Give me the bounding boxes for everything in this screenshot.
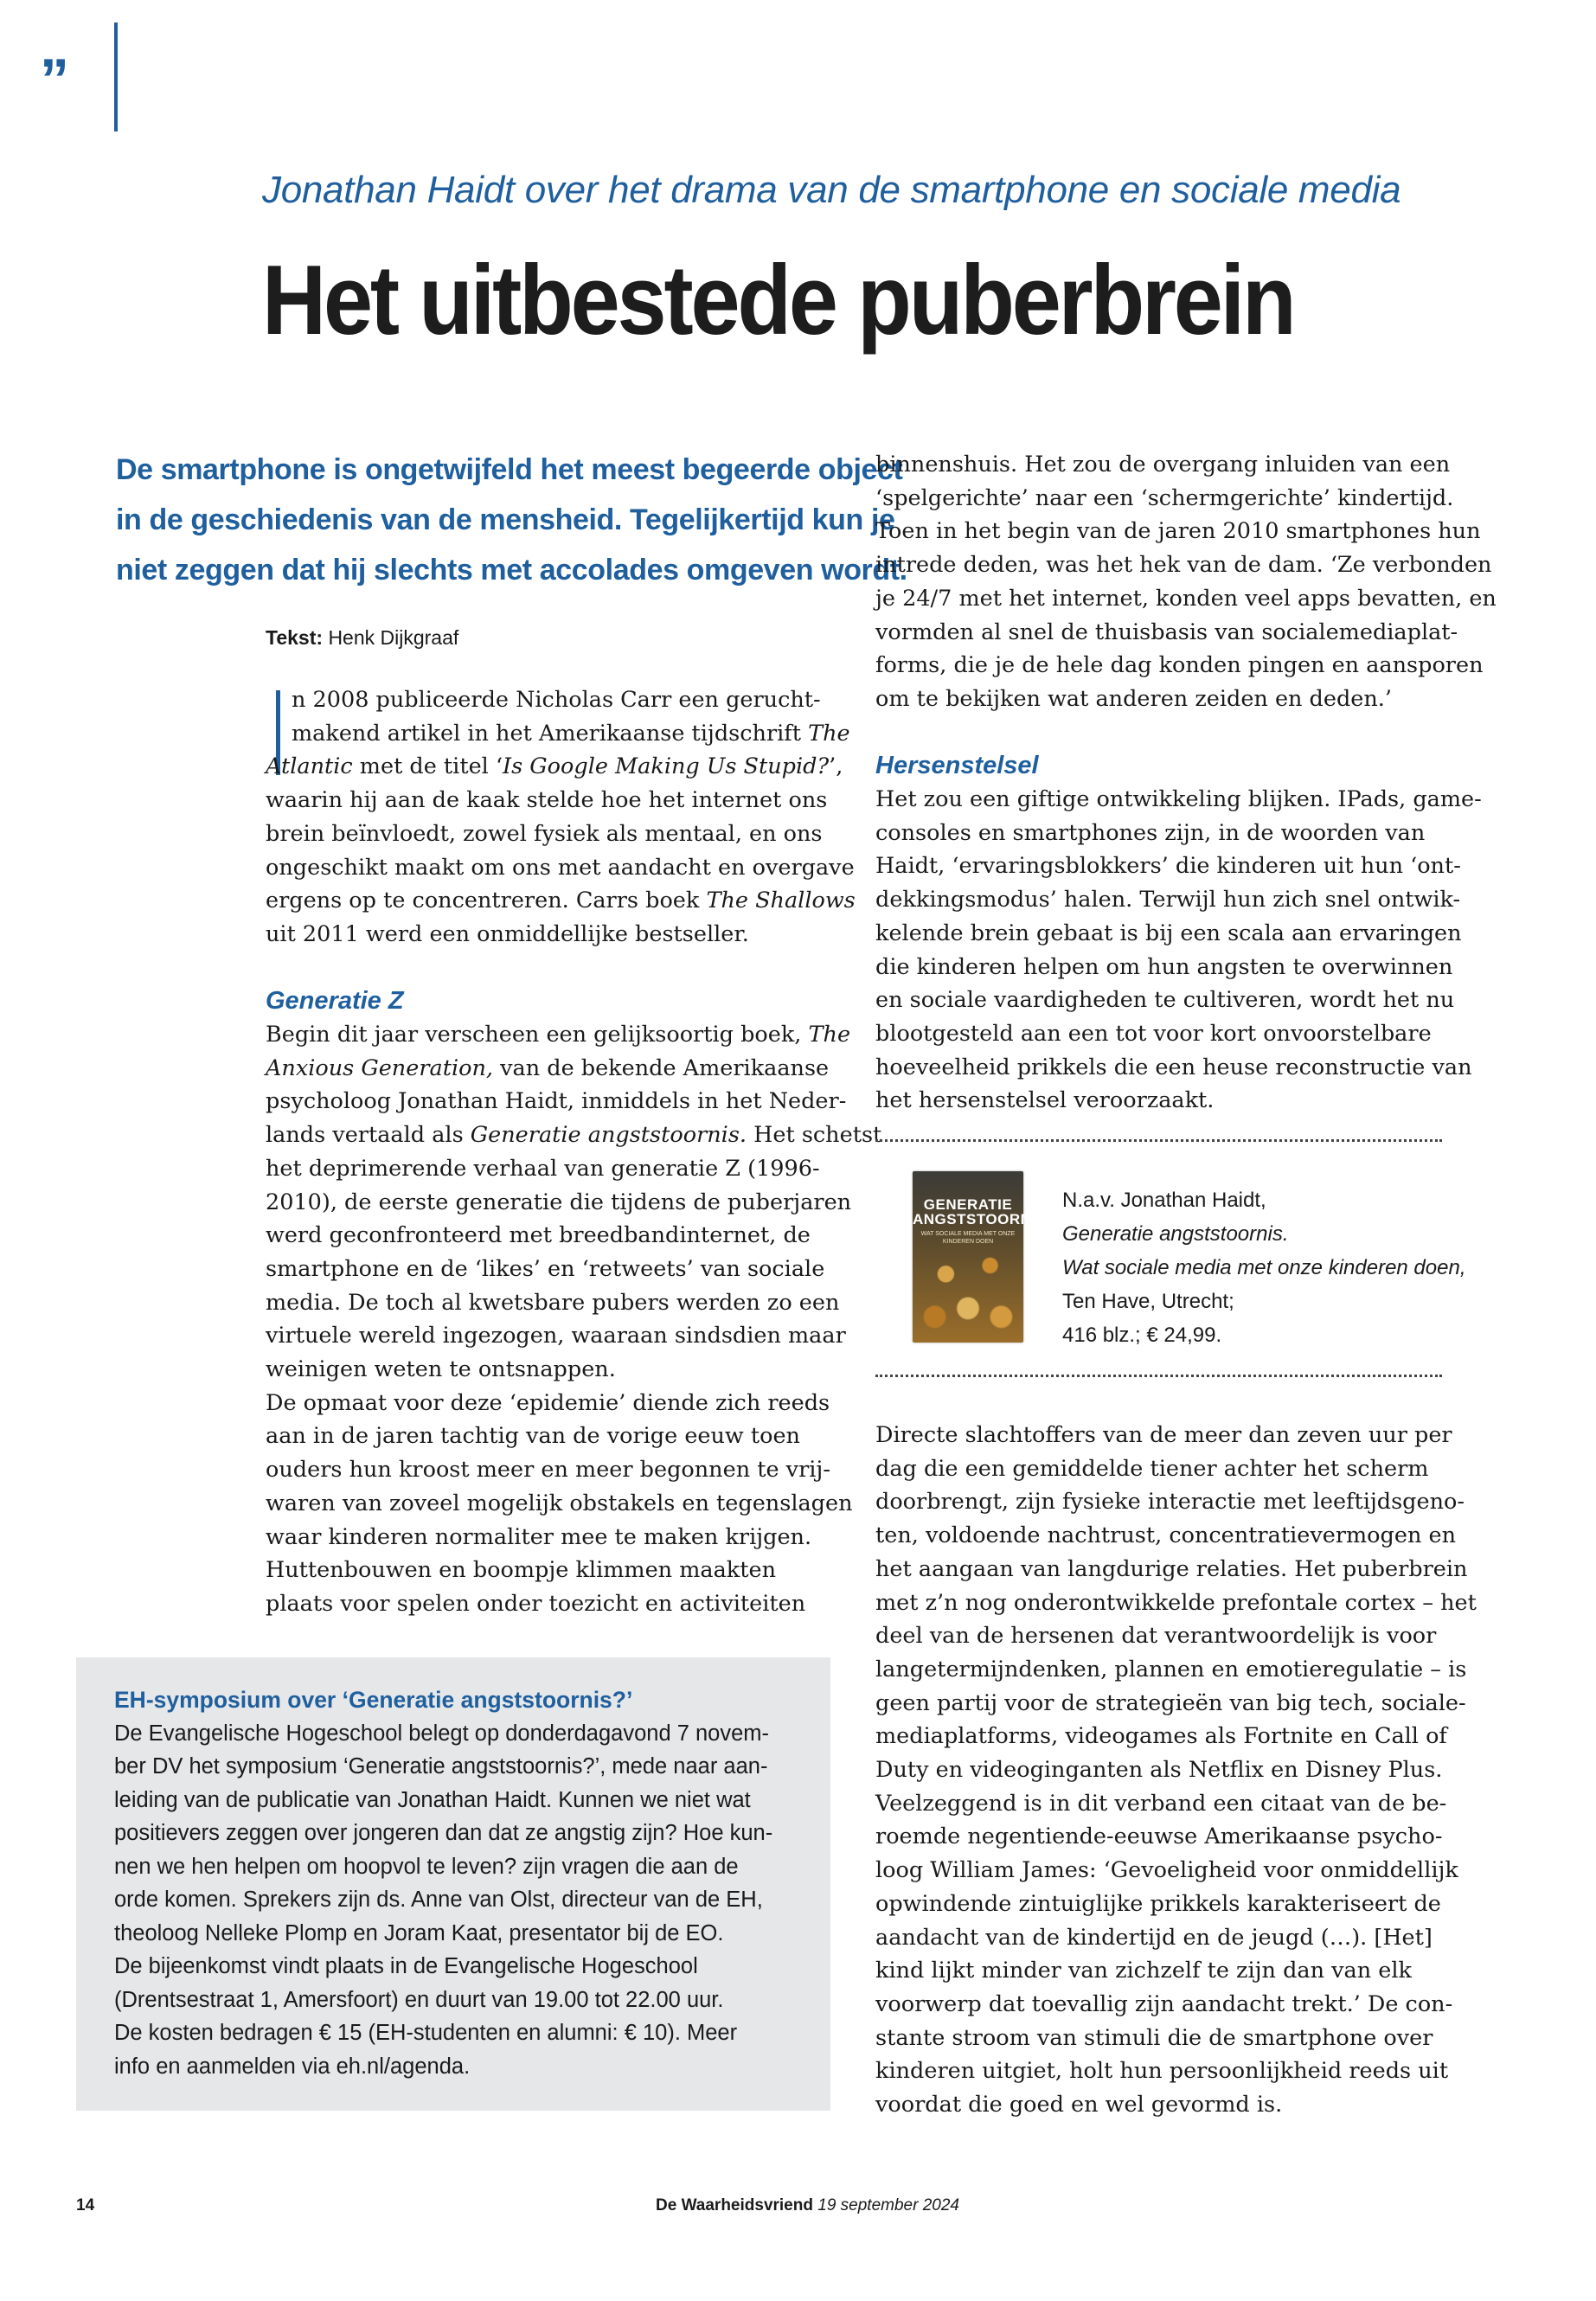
paragraph-line: Haidt, ‘ervaringsblokkers’ die kinderen uit hun ‘ont- <box>875 853 1461 880</box>
paragraph-line: roemde negentiende-eeuwse Amerikaanse psycho- <box>875 1823 1443 1850</box>
paragraph-line: waarin hij aan de kaak stelde hoe het internet ons <box>266 787 828 814</box>
paragraph-line: het deprimerende verhaal van generatie Z (1996- <box>266 1155 820 1182</box>
paragraph-line: brein beïnvloedt, zowel fysiek als mentaal, en ons <box>266 820 823 847</box>
sidebar-line: positievers zeggen over jongeren dan dat ze angstig zijn? Hoe kun- <box>114 1821 773 1845</box>
paragraph-line: weinigen weten te ontsnappen. <box>266 1356 616 1383</box>
article-column-right-top <box>875 448 1497 1118</box>
paragraph-line: dekkingsmodus’ halen. Terwijl hun zich snel ontwik- <box>875 887 1461 913</box>
sidebar-line: leiding van de publicatie van Jonathan Haidt. Kunnen we niet wat <box>114 1787 751 1812</box>
paragraph-line: aan in de jaren tachtig van de vorige eeuw toen <box>266 1423 800 1450</box>
sidebar-line: theoloog Nelleke Plomp en Joram Kaat, presentator bij de EO. <box>114 1920 724 1945</box>
paragraph-line: ongeschikt maakt om ons met aandacht en overgave <box>266 854 855 881</box>
sidebar-line: orde komen. Sprekers zijn ds. Anne van Olst, directeur van de EH, <box>114 1888 763 1912</box>
paragraph-line: Toen in het begin van de jaren 2010 smartphones hun <box>875 518 1481 545</box>
paragraph-line: intrede deden, was het hek van de dam. ‘Ze verbonden <box>875 552 1492 579</box>
book-info-line: N.a.v. Jonathan Haidt, <box>1062 1189 1266 1212</box>
paragraph-line: blootgesteld aan een tot voor kort onvoorstelbare <box>875 1020 1432 1047</box>
article-column-left <box>266 683 882 1621</box>
article-intro <box>116 445 907 595</box>
symposium-sidebar-box <box>76 1657 830 2111</box>
paragraph-line: dag die een gemiddelde tiener achter het scherm <box>875 1455 1429 1482</box>
paragraph-line: opwindende zintuiglijke prikkels karakteriseert de <box>875 1890 1441 1917</box>
paragraph-line: makend artikel in het Amerikaanse tijdschrift The <box>292 720 850 747</box>
paragraph-line: 2010), de eerste generatie die tijdens de puberjaren <box>266 1189 852 1215</box>
paragraph-line: doorbrengt, zijn fysieke interactie met leeftijdsgeno- <box>875 1489 1465 1516</box>
book-cover-image <box>913 1171 1047 1343</box>
paragraph-line: geen partij voor de strategieën van big tech, sociale- <box>875 1689 1466 1716</box>
sidebar-line: De bijeenkomst vindt plaats in de Evangelische Hogeschool <box>114 1954 698 1978</box>
paragraph-line: forms, die je de hele dag konden pingen en aansporen <box>875 652 1484 679</box>
subheading-hersenstelsel: Hersenstelsel <box>875 752 1039 780</box>
book-info <box>1062 1183 1466 1352</box>
paragraph-line: Het zou een giftige ontwikkeling blijken. IPads, game- <box>875 786 1482 813</box>
book-info-title: Generatie angststoornis. <box>1062 1222 1289 1246</box>
book-cover-title: GENERATIE ANGSTSTOORNIS <box>913 1196 1047 1227</box>
paragraph-line: kelende brein gebaat is bij een scala aan ervaringen <box>875 920 1462 946</box>
paragraph-line: De opmaat voor deze ‘epidemie’ diende zich reeds <box>266 1389 830 1416</box>
paragraph-line: smartphone en de ‘likes’ en ‘retweets’ van sociale <box>266 1255 825 1282</box>
byline-author: Henk Dijkgraaf <box>328 626 459 649</box>
intro-line: De smartphone is ongetwijfeld het meest begeerde object <box>116 453 903 486</box>
paragraph-line: psycholoog Jonathan Haidt, inmiddels in het Neder- <box>266 1088 847 1115</box>
paragraph-line: deel van de hersenen dat verantwoordelijk is voor <box>875 1623 1437 1650</box>
paragraph-line: met z’n nog onderontwikkelde prefontale cortex – het <box>875 1589 1477 1616</box>
sidebar-line: De kosten bedragen € 15 (EH-studenten en alumni: € 10). Meer <box>114 2021 738 2045</box>
book-cover-subtitle: WAT SOCIALE MEDIA MET ONZE KINDEREN DOEN <box>920 1231 1016 1245</box>
paragraph-line: en sociale vaardigheden te cultiveren, wordt het nu <box>875 987 1455 1014</box>
dotted-divider <box>875 1139 1442 1142</box>
paragraph-line: Atlantic met de titel ‘Is Google Making Us Stupid?’, <box>266 753 843 780</box>
paragraph-line: het aangaan van langdurige relaties. Het puberbrein <box>875 1555 1468 1582</box>
book-info-publisher: Ten Have, Utrecht; <box>1062 1290 1234 1313</box>
byline <box>266 625 458 651</box>
sidebar-line: (Drentsestraat 1, Amersfoort) en duurt van 19.00 tot 22.00 uur. <box>114 1987 724 2012</box>
sidebar-line: De Evangelische Hogeschool belegt op donderdagavond 7 novem- <box>114 1721 770 1746</box>
paragraph-line: om te bekijken wat anderen zeiden en deden.’ <box>875 685 1393 712</box>
paragraph-line: voordat die goed en wel gevormd is. <box>875 2092 1283 2118</box>
sidebar-title: EH-symposium over ‘Generatie angststoornis?’ <box>114 1687 633 1713</box>
paragraph-line: media. De toch al kwetsbare pubers werden zo een <box>266 1289 840 1316</box>
quote-mark-icon: ” <box>40 47 64 112</box>
paragraph-line: kind lijkt minder van zichzelf te zijn dan van elk <box>875 1958 1412 1984</box>
paragraph-line: kinderen uitgiet, holt hun persoonlijkheid reeds uit <box>875 2058 1449 2085</box>
paragraph-line: die kinderen helpen om hun angsten te overwinnen <box>875 953 1453 980</box>
paragraph-line: binnenshuis. Het zou de overgang inluiden van een <box>875 452 1451 478</box>
sidebar-line: nen we hen helpen om hoopvol te leven? zijn vragen die aan de <box>114 1854 739 1879</box>
subheading-generatie-z: Generatie Z <box>266 987 404 1016</box>
paragraph-line: langetermijndenken, plannen en emotieregulatie – is <box>875 1656 1467 1682</box>
publication-date: 19 september 2024 <box>817 2196 959 2214</box>
paragraph-line: ‘spelgerichte’ naar een ‘schermgerichte’ kindertijd. <box>875 484 1454 511</box>
paragraph-line: virtuele wereld ingezogen, waaraan sindsdien maar <box>266 1323 846 1349</box>
paragraph-line: stante stroom van stimuli die de smartphone over <box>875 2024 1433 2051</box>
paragraph-line: Veelzeggend is in dit verband een citaat van de be- <box>875 1790 1447 1817</box>
paragraph-line: werd geconfronteerd met breedbandinternet, de <box>266 1222 811 1249</box>
header-rule <box>114 22 118 131</box>
publication-name: De Waarheidsvriend <box>656 2196 813 2214</box>
paragraph-line: n 2008 publiceerde Nicholas Carr een gerucht- <box>292 687 821 713</box>
article-column-right-bottom <box>875 1419 1477 2122</box>
paragraph-line: consoles en smartphones zijn, in de woorden van <box>875 819 1426 846</box>
paragraph-line: hoeveelheid prikkels die een heuse reconstructie van <box>875 1054 1472 1080</box>
paragraph-line: het hersenstelsel veroorzaakt. <box>875 1087 1215 1114</box>
page-number: 14 <box>76 2196 95 2214</box>
paragraph-line: loog William James: ‘Gevoeligheid voor onmiddellijk <box>875 1857 1458 1884</box>
paragraph-line: lands vertaald als Generatie angststoornis. Het schetst <box>266 1122 882 1149</box>
dotted-divider <box>875 1375 1442 1377</box>
intro-line: in de geschiedenis van de mensheid. Tegelijkertijd kun je <box>116 503 895 536</box>
page-footer <box>656 2195 959 2216</box>
book-info-subtitle: Wat sociale media met onze kinderen doen, <box>1062 1256 1466 1279</box>
paragraph-line: mediaplatforms, videogames als Fortnite en Call of <box>875 1723 1447 1750</box>
paragraph-line: Huttenbouwen en boompje klimmen maakten <box>266 1557 777 1584</box>
paragraph-line: Directe slachtoffers van de meer dan zeven uur per <box>875 1422 1452 1448</box>
paragraph-line: waar kinderen normaliter mee te maken krijgen. <box>266 1523 812 1550</box>
paragraph-line: Anxious Generation, van de bekende Amerikaanse <box>266 1054 830 1081</box>
book-info-price: 416 blz.; € 24,99. <box>1062 1324 1222 1347</box>
paragraph-line: Begin dit jaar verscheen een gelijksoortig boek, The <box>266 1022 851 1048</box>
sidebar-line: ber DV het symposium ‘Generatie angststoornis?’, mede naar aan- <box>114 1754 768 1779</box>
paragraph-line: ouders hun kroost meer en meer begonnen te vrij- <box>266 1457 830 1484</box>
paragraph-line: uit 2011 werd een onmiddellijke bestseller. <box>266 920 749 947</box>
paragraph-line: Duty en videoginganten als Netflix en Disney Plus. <box>875 1757 1443 1784</box>
sidebar-body <box>114 1717 815 2084</box>
paragraph-line: je 24/7 met het internet, konden veel apps bevatten, en <box>875 585 1497 612</box>
article-headline: Het uitbestede puberbrein <box>262 246 1294 356</box>
paragraph-line: plaats voor spelen onder toezicht en activiteiten <box>266 1590 806 1617</box>
byline-label: Tekst: <box>266 626 324 649</box>
paragraph-line: ten, voldoende nachtrust, concentratievermogen en <box>875 1522 1456 1549</box>
paragraph-line: aandacht van de kindertijd en de jeugd (…). [Het] <box>875 1924 1433 1951</box>
article-kicker: Jonathan Haidt over het drama van de smartphone en sociale media <box>262 169 1401 211</box>
paragraph-line: waren van zoveel mogelijk obstakels en tegenslagen <box>266 1490 853 1516</box>
intro-line: niet zeggen dat hij slechts met accolades omgeven wordt. <box>116 554 907 586</box>
sidebar-line: info en aanmelden via eh.nl/agenda. <box>114 2054 471 2079</box>
paragraph-line: voorwerp dat toevallig zijn aandacht trekt.’ De con- <box>875 1990 1453 2017</box>
paragraph-line: ergens op te concentreren. Carrs boek The Shallows <box>266 888 856 914</box>
paragraph-line: vormden al snel de thuisbasis van socialemediaplat- <box>875 619 1458 645</box>
